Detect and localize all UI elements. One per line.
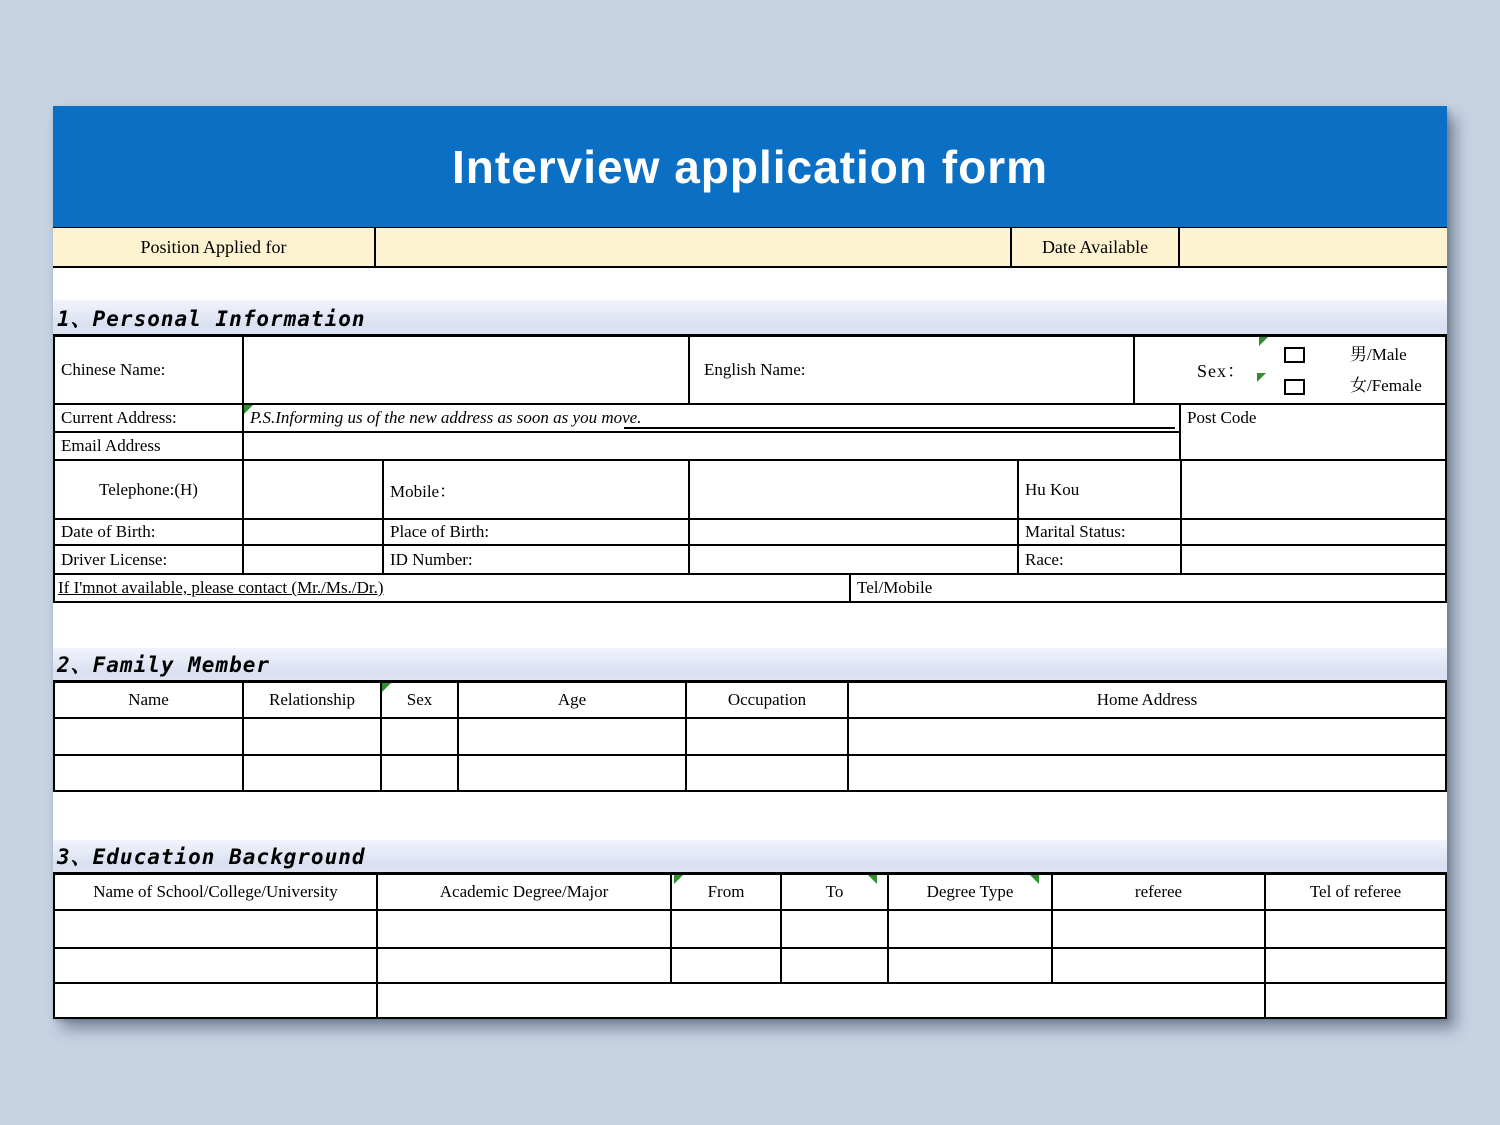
- section-3-band: [53, 840, 1447, 872]
- edu-header-to: [780, 875, 887, 909]
- post-code-label: Post Code: [1187, 408, 1257, 427]
- male-checkbox[interactable]: [1284, 347, 1305, 363]
- edu-header-from-label: From: [707, 882, 745, 901]
- family-cell[interactable]: [242, 719, 380, 754]
- family-cell[interactable]: [242, 756, 380, 790]
- sex-options: [1350, 339, 1422, 401]
- hukou-value-cell[interactable]: [1180, 461, 1445, 518]
- education-cell[interactable]: [670, 911, 780, 947]
- mobile-value-cell[interactable]: [688, 461, 1017, 518]
- edu-header-school: Name of School/College/University: [55, 875, 376, 909]
- section-2-band: [53, 648, 1447, 680]
- edu-header-referee: referee: [1051, 875, 1264, 909]
- family-header-home-address: Home Address: [847, 683, 1445, 717]
- driver-license-value-cell[interactable]: [242, 546, 382, 573]
- edu-header-from: [670, 875, 780, 909]
- emergency-contact-note: If I'mnot available, please contact (Mr./Ms./Dr.): [58, 578, 384, 597]
- comment-indicator-icon: [674, 875, 683, 884]
- application-form-sheet: [53, 106, 1447, 1018]
- hukou-label-cell: [1017, 461, 1180, 518]
- email-label: Email Address: [55, 433, 242, 459]
- edu-header-to-label: To: [825, 882, 844, 901]
- family-header-sex: [380, 683, 457, 717]
- sex-cell: [1133, 337, 1445, 403]
- date-of-birth-label: Date of Birth:: [55, 520, 242, 544]
- date-available-label: Date Available: [1010, 228, 1178, 266]
- comment-indicator-icon: [382, 683, 391, 692]
- id-number-value-cell[interactable]: [688, 546, 1017, 573]
- education-cell[interactable]: [55, 984, 376, 1017]
- education-cell[interactable]: [780, 911, 887, 947]
- family-member-table: [53, 680, 1447, 792]
- female-label: 女/Female: [1350, 376, 1422, 395]
- comment-indicator-icon: [1030, 875, 1039, 884]
- family-row: [55, 717, 1445, 754]
- edu-header-degree-major: Academic Degree/Major: [376, 875, 670, 909]
- family-header-name: Name: [55, 683, 242, 717]
- tel-mobile-label: Tel/Mobile: [857, 578, 933, 597]
- id-number-label: ID Number:: [382, 546, 688, 573]
- family-cell[interactable]: [685, 719, 847, 754]
- race-value-cell[interactable]: [1180, 546, 1445, 573]
- race-label: Race:: [1017, 546, 1180, 573]
- edu-header-degree-type-label: Degree Type: [926, 882, 1014, 901]
- education-row: [55, 947, 1445, 982]
- section-1-heading: 1、Personal Information: [57, 307, 366, 331]
- family-cell[interactable]: [380, 719, 457, 754]
- family-header-age: Age: [457, 683, 685, 717]
- education-table: [53, 872, 1447, 1019]
- current-address-label: Current Address:: [55, 405, 242, 431]
- family-cell[interactable]: [847, 756, 1445, 790]
- family-cell[interactable]: [685, 756, 847, 790]
- section-2-heading: 2、Family Member: [57, 653, 271, 677]
- education-cell-merged[interactable]: [376, 984, 1264, 1017]
- post-code-cell[interactable]: [1179, 405, 1445, 459]
- family-row: [55, 754, 1445, 790]
- education-cell[interactable]: [376, 949, 670, 982]
- current-address-value-cell[interactable]: [242, 405, 1179, 431]
- section-1-band: [53, 300, 1447, 334]
- education-cell[interactable]: [376, 911, 670, 947]
- education-cell[interactable]: [780, 949, 887, 982]
- position-applied-value-cell[interactable]: [374, 228, 1010, 266]
- family-cell[interactable]: [847, 719, 1445, 754]
- comment-indicator-icon: [244, 405, 253, 414]
- education-cell[interactable]: [1264, 984, 1445, 1017]
- family-cell[interactable]: [457, 756, 685, 790]
- marital-status-value-cell[interactable]: [1180, 520, 1445, 544]
- hukou-label: Hu Kou: [1025, 479, 1080, 499]
- english-name-label: English Name:: [704, 360, 806, 379]
- mobile-label-cell[interactable]: [382, 461, 688, 518]
- education-cell[interactable]: [670, 949, 780, 982]
- education-cell[interactable]: [1051, 949, 1264, 982]
- education-row: [55, 909, 1445, 947]
- education-cell[interactable]: [1264, 949, 1445, 982]
- education-row-merged: [55, 982, 1445, 1017]
- family-header-occupation: Occupation: [685, 683, 847, 717]
- sex-label: Sex：: [1197, 361, 1246, 381]
- date-available-value-cell[interactable]: [1178, 228, 1447, 266]
- english-name-label-cell[interactable]: [688, 337, 1133, 403]
- male-label: 男/Male: [1350, 345, 1407, 364]
- female-checkbox[interactable]: [1284, 379, 1305, 395]
- family-cell[interactable]: [380, 756, 457, 790]
- edu-header-tel-referee: Tel of referee: [1264, 875, 1445, 909]
- family-header-relationship: Relationship: [242, 683, 380, 717]
- place-of-birth-label: Place of Birth:: [382, 520, 688, 544]
- education-cell[interactable]: [887, 949, 1051, 982]
- family-cell[interactable]: [55, 719, 242, 754]
- section-3-heading: 3、Education Background: [57, 845, 366, 869]
- telephone-label: Telephone:(H): [55, 461, 242, 518]
- email-value-cell[interactable]: [242, 433, 1179, 459]
- comment-indicator-icon: [1257, 373, 1266, 382]
- personal-info-table: [53, 334, 1447, 603]
- position-date-row: [53, 227, 1447, 268]
- emergency-contact-cell[interactable]: [55, 575, 849, 601]
- address-fill-line: [624, 427, 1175, 429]
- driver-license-label: Driver License:: [55, 546, 242, 573]
- education-cell[interactable]: [55, 911, 376, 947]
- form-title: Interview application form: [452, 140, 1048, 193]
- place-of-birth-value-cell[interactable]: [688, 520, 1017, 544]
- telephone-value-cell[interactable]: [242, 461, 382, 518]
- chinese-name-value-cell[interactable]: [242, 337, 688, 403]
- chinese-name-label: Chinese Name:: [55, 337, 242, 403]
- date-of-birth-value-cell[interactable]: [242, 520, 382, 544]
- education-cell[interactable]: [1264, 911, 1445, 947]
- position-applied-label: Position Applied for: [53, 228, 374, 266]
- comment-indicator-icon: [868, 875, 877, 884]
- family-cell[interactable]: [55, 756, 242, 790]
- education-cell[interactable]: [1051, 911, 1264, 947]
- family-cell[interactable]: [457, 719, 685, 754]
- education-cell[interactable]: [55, 949, 376, 982]
- education-cell[interactable]: [887, 911, 1051, 947]
- edu-header-degree-type: [887, 875, 1051, 909]
- family-header-sex-label: Sex: [406, 690, 433, 709]
- mobile-label: Mobile：: [390, 482, 457, 501]
- emergency-tel-cell[interactable]: [849, 575, 1445, 601]
- form-title-banner: [53, 106, 1447, 227]
- address-note: P.S.Informing us of the new address as soon as you move.: [250, 408, 642, 427]
- comment-indicator-icon: [1259, 337, 1268, 346]
- marital-status-label: Marital Status:: [1017, 520, 1180, 544]
